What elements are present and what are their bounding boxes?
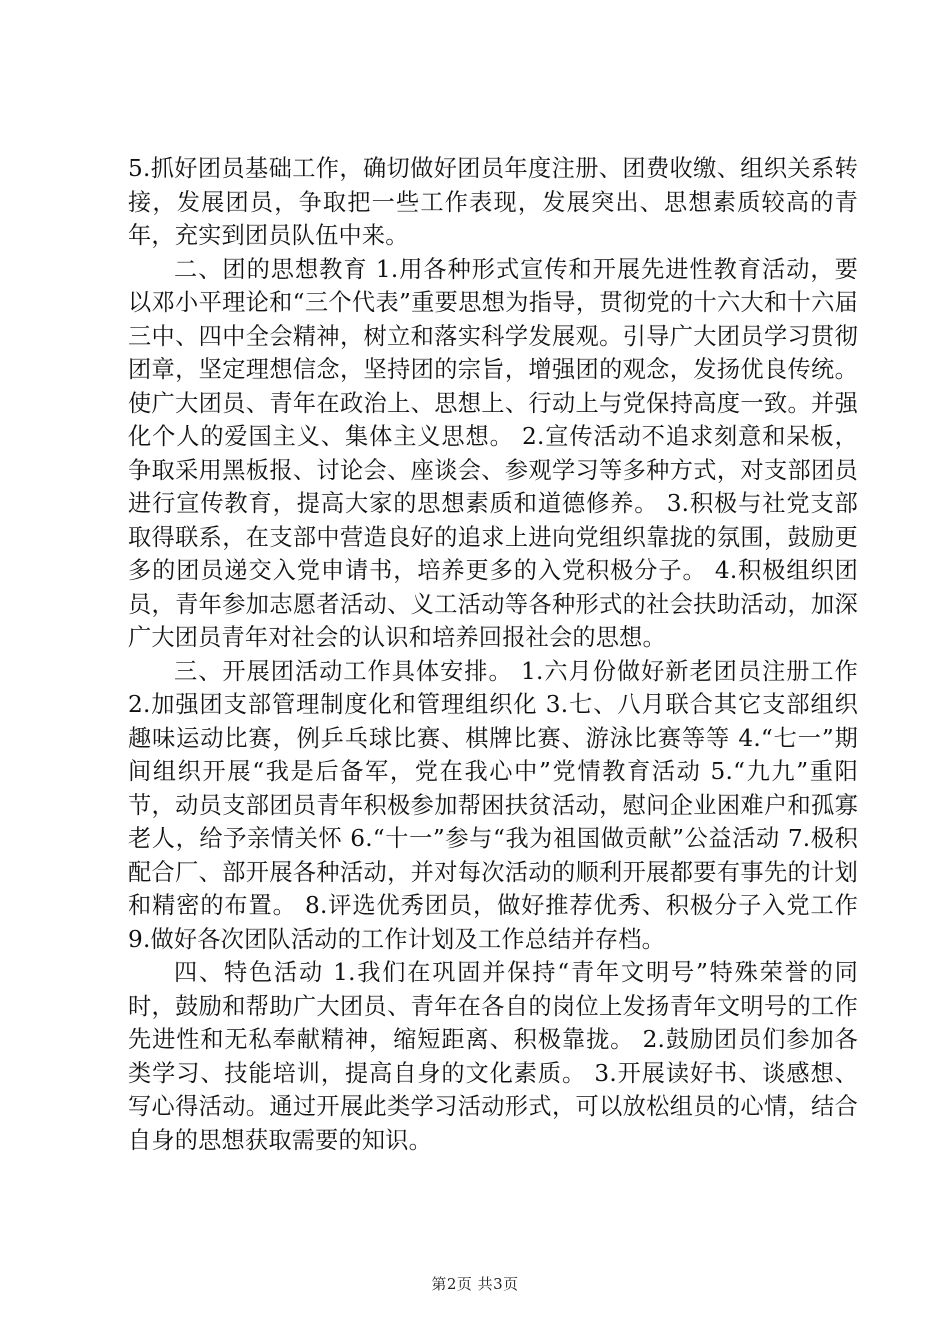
paragraph-section-4: 四、特色活动 1.我们在巩固并保持“青年文明号”特殊荣誉的同时，鼓励和帮助广大团员、青年在各自的岗位上发扬青年文明号的工作先进性和无私奉献精神，缩短距离、积极靠拢。 2.鼓励团员们参加各类学习、技能培训，提高自身的文化素质。 3.开展读好书、谈感想、写心得活动。通过开展此类学习活动形式，可以放松组员的心情，结合自身的思想获取需要的知识。: [128, 959, 858, 1154]
paragraph-section-2: 二、团的思想教育 1.用各种形式宣传和开展先进性教育活动，要以邓小平理论和“三个代表”重要思想为指导，贯彻党的十六大和十六届三中、四中全会精神，树立和落实科学发展观。引导广大团员学习贯彻团章，坚定理想信念，坚持团的宗旨，增强团的观念，发扬优良传统。使广大团员、青年在政治上、思想上、行动上与党保持高度一致。并强化个人的爱国主义、集体主义思想。 2.宣传活动不追求刻意和呆板，争取采用黑板报、讨论会、座谈会、参观学习等多种方式，对支部团员进行宣传教育，提高大家的思想素质和道德修养。 3.积极与社党支部取得联系，在支部中营造良好的追求上进向党组织靠拢的氛围，鼓励更多的团员递交入党申请书，培养更多的入党积极分子。 4.积极组织团员，青年参加志愿者活动、义工活动等各种形式的社会扶助活动，加深广大团员青年对社会的认识和培养回报社会的思想。: [128, 255, 858, 651]
page-footer: 第2页 共3页: [431, 1275, 519, 1293]
paragraph-section-3: 三、开展团活动工作具体安排。 1.六月份做好新老团员注册工作 2.加强团支部管理制度化和管理组织化 3.七、八月联合其它支部组织趣味运动比赛，例乒乓球比赛、棋牌比赛、游泳比赛等等 4.“七一”期间组织开展“我是后备军，党在我心中”党情教育活动 5.“九九”重阳节，动员支部团员青年积极参加帮困扶贫活动，慰问企业困难户和孤寡老人，给予亲情关怀 6.“十一”参与“我为祖国做贡献”公益活动 7.极积配合厂、部开展各种活动，并对每次活动的顺利开展都要有事先的计划和精密的布置。 8.评选优秀团员，做好推荐优秀、积极分子入党工作 9.做好各次团队活动的工作计划及工作总结并存档。: [128, 657, 858, 953]
document-body: [128, 152, 858, 1157]
paragraph-item-5: 5.抓好团员基础工作，确切做好团员年度注册、团费收缴、组织关系转接，发展团员，争取把一些工作表现，发展突出、思想素质较高的青年，充实到团员队伍中来。: [128, 155, 858, 249]
